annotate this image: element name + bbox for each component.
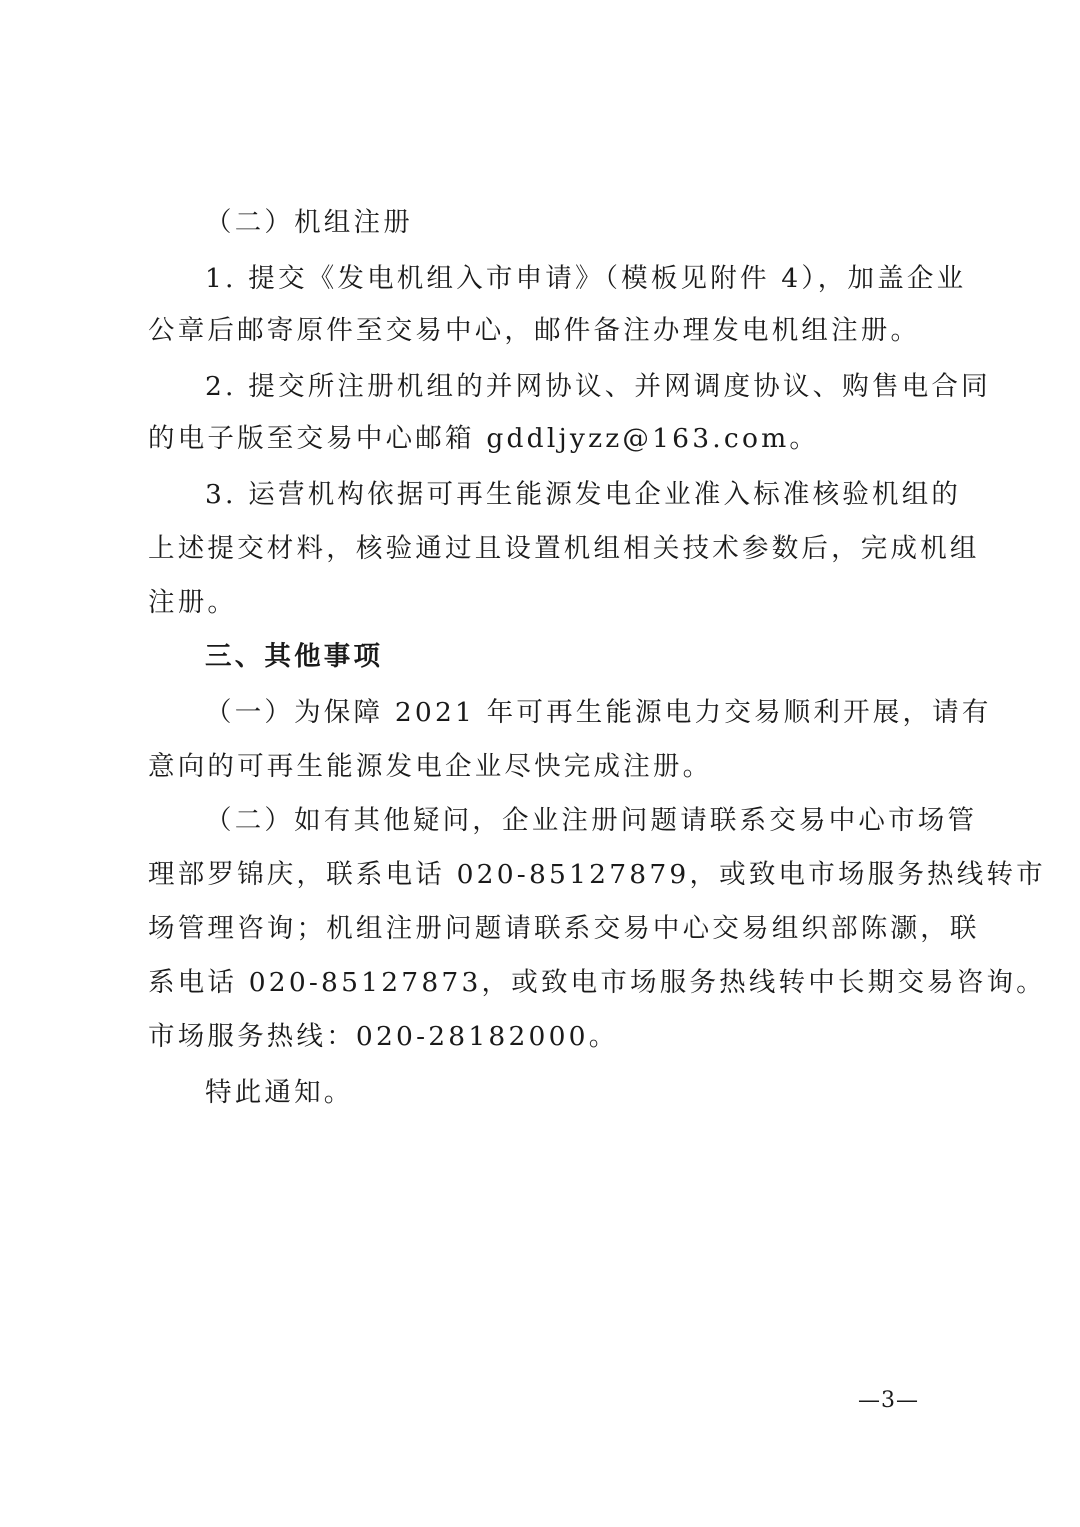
paragraph-line: 1. 提交《发电机组入市申请》（模板见附件 4），加盖企业 [205, 263, 967, 294]
paragraph-line: 意向的可再生能源发电企业尽快完成注册。 [148, 751, 713, 782]
paragraph-line: 上述提交材料，核验通过且设置机组相关技术参数后，完成机组 [148, 533, 980, 564]
paragraph-line: 市场服务热线：020-28182000。 [148, 1021, 619, 1052]
paragraph-line: 的电子版至交易中心邮箱 gddljyzz@163.com。 [148, 423, 820, 454]
paragraph-line: 3. 运营机构依据可再生能源发电企业准入标准核验机组的 [205, 479, 962, 510]
paragraph-line: 理部罗锦庆，联系电话 020-85127879，或致电市场服务热线转市 [148, 859, 1046, 890]
subsection-heading-unit-registration: （二）机组注册 [205, 207, 413, 238]
paragraph-line: 场管理咨询；机组注册问题请联系交易中心交易组织部陈灏，联 [148, 913, 980, 944]
paragraph-line: 2. 提交所注册机组的并网协议、并网调度协议、购售电合同 [205, 371, 991, 402]
section-heading-other-matters: 三、其他事项 [205, 641, 384, 672]
paragraph-line: 系电话 020-85127873，或致电市场服务热线转中长期交易咨询。 [148, 967, 1046, 998]
paragraph-line: 公章后邮寄原件至交易中心，邮件备注办理发电机组注册。 [148, 315, 921, 346]
paragraph-line: （二）如有其他疑问，企业注册问题请联系交易中心市场管 [205, 805, 978, 836]
page-number: —3— [858, 1388, 919, 1413]
paragraph-line: 注册。 [148, 587, 238, 618]
closing-line: 特此通知。 [205, 1077, 354, 1108]
paragraph-line: （一）为保障 2021 年可再生能源电力交易顺利开展，请有 [205, 697, 992, 728]
